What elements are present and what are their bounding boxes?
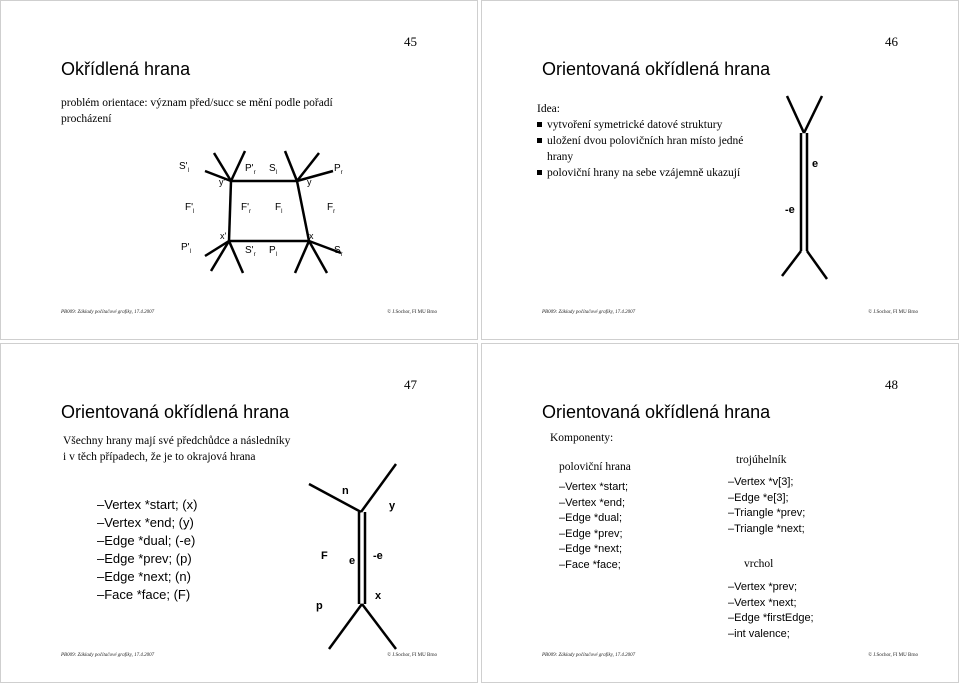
components-label: Komponenty: — [550, 432, 614, 444]
svg-text:y: y — [307, 177, 312, 187]
svg-text:S'l: $S'_l$ — [179, 161, 189, 174]
svg-text:x': x' — [220, 231, 227, 241]
footer-author: © J.Sochor, FI MU Brno — [387, 653, 437, 658]
svg-text:Pl: $P_l$ — [269, 245, 278, 258]
slide-text: Všechny hrany mají své předchůdce a následníky i v těch případech, že je to okrajová hrana — [63, 435, 291, 463]
footer-author: © J.Sochor, FI MU Brno — [868, 653, 918, 658]
svg-text:n: n — [342, 485, 349, 497]
half-edge-figure — [482, 1, 959, 340]
footer-author: © J.Sochor, FI MU Brno — [387, 310, 437, 315]
svg-text:Fr: $F_r$ — [327, 202, 336, 215]
footer-course: PB009: Základy počítačové grafiky, 17.4.2007 — [61, 653, 155, 658]
svg-text:-e: -e — [785, 204, 795, 216]
slide-45 — [0, 0, 478, 340]
svg-text:y: y — [389, 500, 396, 512]
svg-text:-e: -e — [373, 550, 383, 562]
vertex-x-prime — [205, 241, 309, 273]
triangle-heading: trojúhelník — [736, 454, 787, 466]
winged-edge-figure — [1, 1, 478, 340]
edge-figure — [1, 344, 478, 683]
svg-text:x: x — [375, 590, 382, 602]
slide-47 — [0, 343, 478, 683]
slide-title: Orientovaná okřídlená hrana — [542, 402, 771, 422]
svg-text:Sl: $S_l$ — [269, 163, 278, 176]
slide-46 — [481, 0, 959, 340]
half-edge-heading: poloviční hrana — [559, 461, 631, 473]
idea-label: Idea: — [537, 103, 560, 115]
svg-text:F'r: $F'_r$ — [241, 202, 252, 215]
svg-text:P'r: $P'_r$ — [245, 163, 256, 176]
slide-number: 47 — [404, 377, 417, 392]
footer-author: © J.Sochor, FI MU Brno — [868, 310, 918, 315]
slide-number: 45 — [404, 34, 417, 49]
footer-course: PB009: Základy počítačové grafiky, 17.4.2007 — [61, 310, 155, 315]
slide-number: 48 — [885, 377, 898, 392]
svg-text:S'r: $S'_r$ — [245, 245, 256, 258]
svg-text:F'l: $F'_l$ — [185, 202, 195, 215]
slide-number: 46 — [885, 34, 898, 49]
vertex-fields: – Vertex *prev; – Vertex *next; – Edge *firstEdge; – int valence; — [728, 580, 814, 642]
slide-title: Orientovaná okřídlená hrana — [61, 402, 290, 422]
svg-text:Fl: $F_l$ — [275, 202, 283, 215]
vertex-heading: vrchol — [744, 558, 774, 570]
vertex-y — [285, 151, 336, 241]
slide-title: Okřídlená hrana — [61, 59, 191, 79]
footer-course: PB009: Základy počítačové grafiky, 17.4.2007 — [542, 653, 636, 658]
svg-text:y': y' — [219, 177, 226, 187]
svg-text:Pr: $P_r$ — [334, 163, 343, 176]
svg-text:P'l: $P'_l$ — [181, 242, 191, 255]
slide-48 — [481, 343, 959, 683]
svg-text:F: F — [321, 550, 328, 562]
half-edge-fields: – Vertex *start; – Vertex *end; – Edge *dual; – Edge *prev; – Edge *next; – Face *face; — [559, 480, 628, 573]
slide-title: Orientovaná okřídlená hrana — [542, 59, 771, 79]
footer-course: PB009: Základy počítačové grafiky, 17.4.2007 — [542, 310, 636, 315]
triangle-fields: – Vertex *v[3]; – Edge *e[3]; – Triangle *prev; – Triangle *next; — [728, 475, 805, 537]
idea-list: Idea: vytvoření symetrické datové struktury uložení dvou polovičních hran místo jedné hrany poloviční hrany na sebe vzájemně ukazují — [537, 103, 744, 179]
slide-text: problém orientace: význam před/succ se mění podle pořadí procházení — [61, 97, 333, 125]
svg-text:p: p — [316, 600, 323, 612]
svg-text:e: e — [812, 158, 819, 170]
svg-text:x: x — [309, 231, 314, 241]
svg-text:Sr: $S_r$ — [334, 245, 343, 258]
svg-text:e: e — [349, 555, 356, 567]
edge-structure: – Vertex *start; (x) – Vertex *end; (y) – Edge *dual; (-e) – Edge *prev; (p) – Edge *next; (n) – Face *face; (F) — [97, 496, 197, 604]
